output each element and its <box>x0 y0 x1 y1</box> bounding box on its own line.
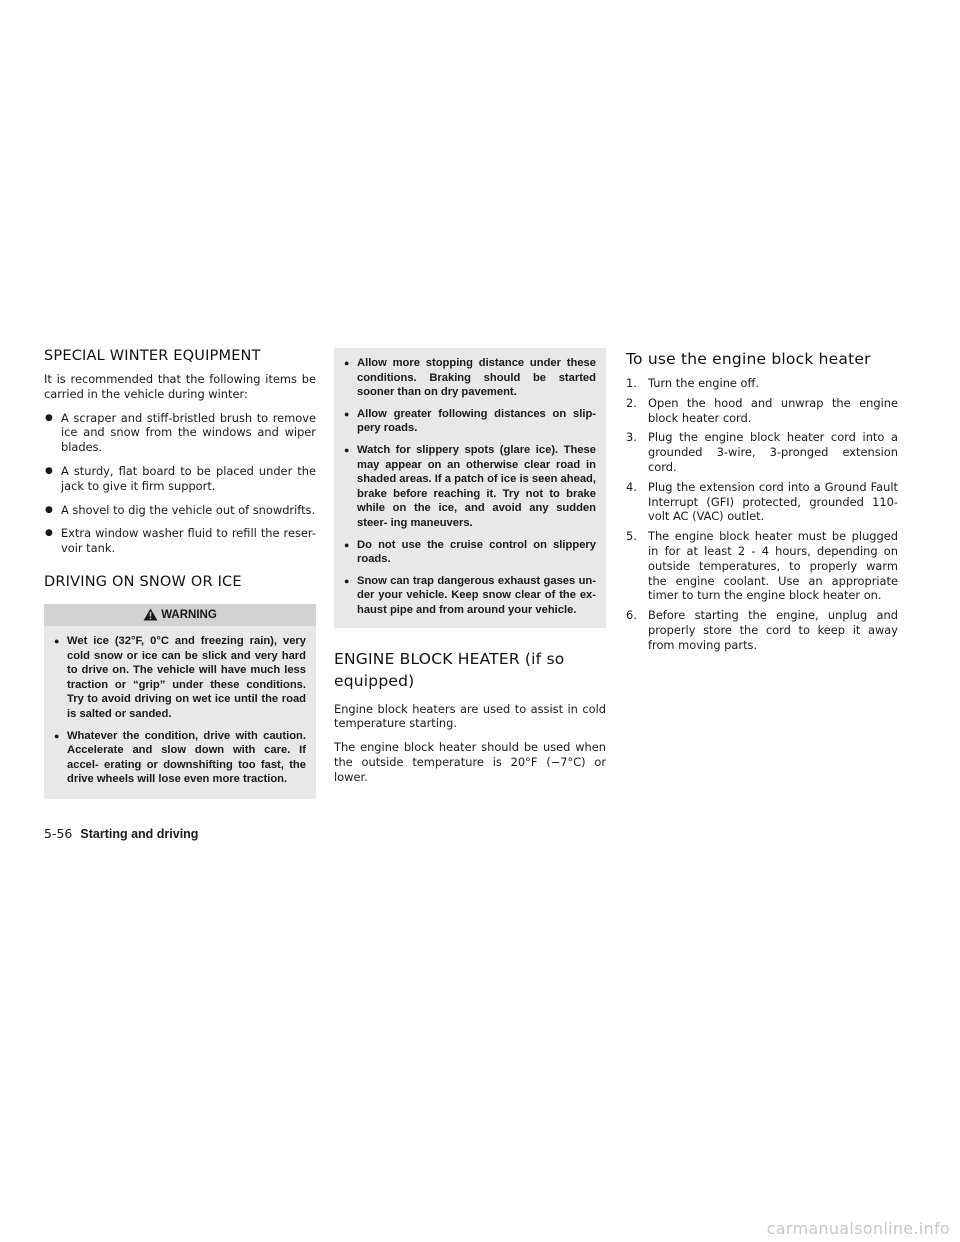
bullet-icon: ● <box>54 635 60 646</box>
watermark: carmanualsonline.info <box>766 1219 950 1238</box>
list-item: 6. Before starting the engine, unplug and properly store the cord to keep it away from moving parts. <box>626 608 898 652</box>
page-number: 5-56 <box>44 826 73 841</box>
list-item: ● A sturdy, flat board to be placed under the jack to give it firm support. <box>45 463 316 493</box>
bullet-icon: ● <box>344 444 350 455</box>
list-item: ● Allow more stopping distance under these conditions. Braking should be started sooner than on dry pavement. <box>344 357 596 399</box>
page-footer <box>44 826 198 841</box>
equipment-list <box>44 411 316 556</box>
list-item: 3. Plug the engine block heater cord into a grounded 3-wire, 3-pronged extension cord. <box>626 430 898 474</box>
heading-special-winter-equipment: SPECIAL WINTER EQUIPMENT <box>44 348 261 364</box>
bullet-icon: ● <box>344 358 350 368</box>
bullet-icon: ● <box>344 408 350 419</box>
warning-title: WARNING <box>161 608 217 621</box>
column-right <box>626 348 898 658</box>
list-item: ● Whatever the condition, drive with caution. Accelerate and slow down with care. If accel- erating or downshifting too fast, the drive wheels will lose even more traction. <box>54 729 306 786</box>
list-item: 4. Plug the extension cord into a Ground Fault Interrupt (GFI) protected, grounded 110-volt AC (VAC) outlet. <box>626 479 898 524</box>
bullet-icon: ● <box>344 539 350 550</box>
bullet-icon: ● <box>45 528 53 539</box>
section-name: Starting and driving <box>80 827 199 841</box>
warning-list <box>344 356 596 618</box>
column-left <box>44 348 316 799</box>
list-item: 5. The engine block heater must be plugged in for at least 2 - 4 hours, depending on outside temperatures, to properly warm the engine coolant. Use an appropriate timer to turn the engine block heater on. <box>626 529 898 603</box>
warning-triangle-icon <box>143 608 158 621</box>
list-item: ● Extra window washer fluid to refill the reser- voir tank. <box>45 526 316 556</box>
bullet-icon: ● <box>54 730 60 741</box>
bullet-icon: ● <box>45 412 53 423</box>
paragraph: Engine block heaters are used to assist in cold temperature starting. <box>334 701 606 731</box>
list-item: ● Wet ice (32°F, 0°C and freezing rain), very cold snow or ice can be slick and very hard to drive on. The vehicle will have much less traction or “grip” under these conditions. Try to avoid driving on wet ice until the road is salted or sanded. <box>54 634 306 720</box>
warning-box-continued <box>334 348 606 628</box>
list-item: ● A shovel to dig the vehicle out of snowdrifts. <box>45 502 316 517</box>
list-item: ● Watch for slippery spots (glare ice). These may appear on an otherwise clear road in shaded areas. If a patch of ice is seen ahead, brake before reaching it. Try not to brake while on the ice, and avoid any sudden steer- ing maneuvers. <box>344 443 596 529</box>
warning-box <box>44 604 316 799</box>
list-item: ● Do not use the cruise control on slippery roads. <box>344 538 596 566</box>
paragraph: The engine block heater should be used when the outside temperature is 20°F (−7°C) or lower. <box>334 740 606 784</box>
warning-list <box>54 634 306 787</box>
intro-paragraph: It is recommended that the following items be carried in the vehicle during winter: <box>44 372 316 401</box>
warning-header <box>44 604 316 626</box>
list-item: ● Allow greater following distances on slip- pery roads. <box>344 407 596 435</box>
list-item: ● Snow can trap dangerous exhaust gases un- der your vehicle. Keep snow clear of the ex- haust pipe and from around your vehicle. <box>344 574 596 616</box>
list-item: ● A scraper and stiff-bristled brush to remove ice and snow from the windows and wiper blades. <box>45 410 316 455</box>
list-item: 1. Turn the engine off. <box>626 376 759 390</box>
bullet-icon: ● <box>344 575 350 586</box>
list-item: 2. Open the hood and unwrap the engine block heater cord. <box>626 395 898 425</box>
heading-use-engine-block-heater: To use the engine block heater <box>626 350 871 368</box>
column-middle <box>334 348 606 793</box>
bullet-icon: ● <box>45 504 53 515</box>
steps-list <box>626 376 898 653</box>
bullet-icon: ● <box>45 465 53 476</box>
heading-engine-block-heater: ENGINE BLOCK HEATER (if so equipped) <box>334 649 565 690</box>
heading-driving-on-snow: DRIVING ON SNOW OR ICE <box>44 573 242 590</box>
